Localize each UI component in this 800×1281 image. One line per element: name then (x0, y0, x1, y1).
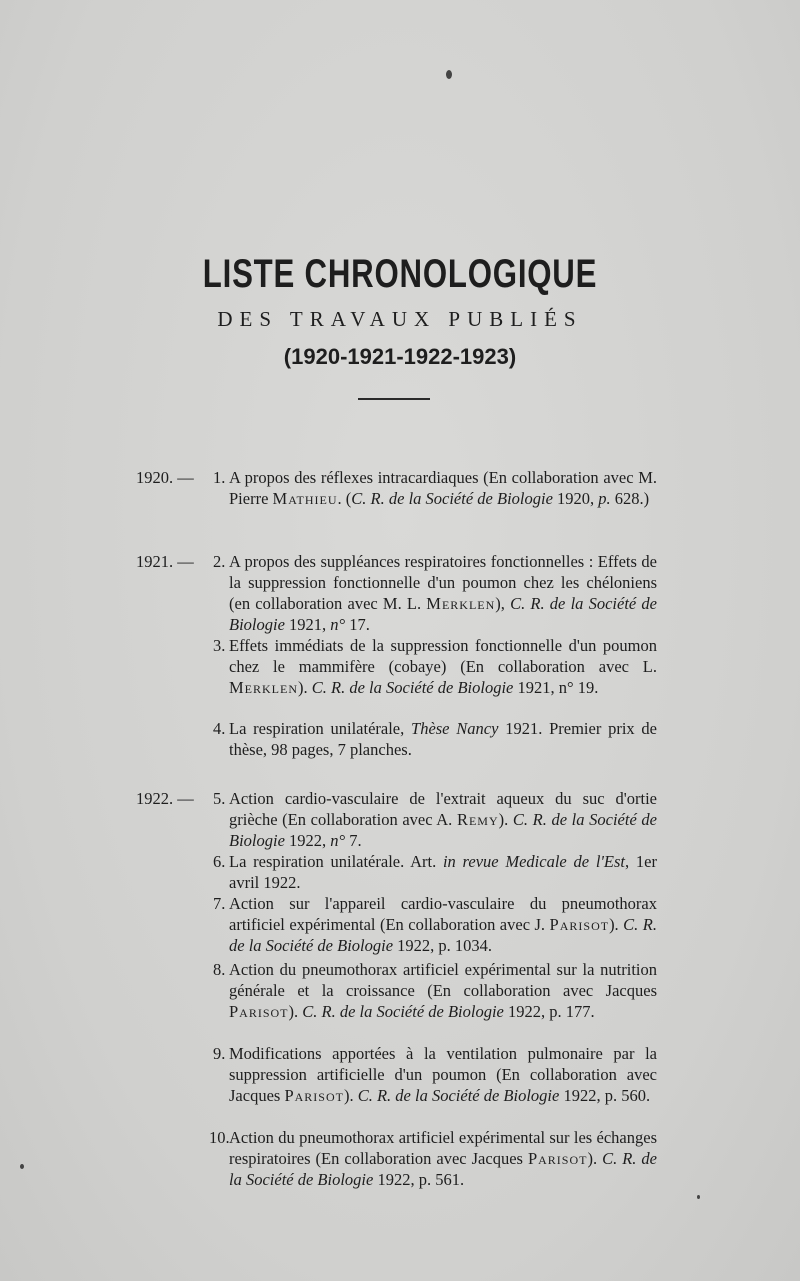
year-range: (1920-1921-1922-1923) (283, 344, 517, 369)
entry-8: 8. Action du pneumothorax artificiel expérimental sur la nutrition générale et la croissance (En collaboration avec Jacques Parisot). C. R. de la Société de Biologie 1922, p. 177. (213, 960, 657, 1021)
entry-5: 5. Action cardio-vasculaire de l'extrait aqueux du suc d'ortie grièche (En collaboration avec A. Remy). C. R. de la Société de Biologie 1922, n° 7. (213, 789, 657, 850)
entry-3: 3. Effets immédiats de la suppression fonctionnelle d'un poumon chez le mammifère (cobaye) (En collaboration avec L. Merklen). C. R. de la Société de Biologie 1921, n° 19. (213, 636, 657, 697)
entry-7: 7. Action sur l'appareil cardio-vasculaire du pneumothorax artificiel expérimental (En collaboration avec J. Parisot). C. R. de la Société de Biologie 1922, p. 1034. (213, 894, 657, 955)
entry-6: 6. La respiration unilatérale. Art. in revue Medicale de l'Est, 1er avril 1922. (213, 852, 657, 892)
entry-4: 4. La respiration unilatérale, Thèse Nancy 1921. Premier prix de thèse, 98 pages, 7 planches. (213, 719, 658, 759)
page-subtitle: DES TRAVAUX PUBLIÉS (217, 307, 583, 331)
year-label-1920: 1920. — (136, 468, 194, 487)
ink-speck (446, 70, 452, 79)
ink-speck (20, 1164, 24, 1169)
page-title: LISTE CHRONOLOGIQUE (202, 252, 598, 296)
entry-1: 1. A propos des réflexes intracardiaques (En collaboration avec M. Pierre Mathieu. (C. R. de la Société de Biologie 1920, p. 628.) (213, 468, 657, 508)
entry-10: 10. Action du pneumothorax artificiel expérimental sur les échanges respiratoires (En collaboration avec Jacques Parisot). C. R. de la Société de Biologie 1922, p. 561. (209, 1128, 657, 1189)
year-label-1921: 1921. — (136, 552, 194, 571)
entry-2: 2. A propos des suppléances respiratoires fonctionnelles : Effets de la suppression fonctionnelle d'un poumon chez les chéloniens (en collaboration avec M. L. Merklen), C. R. de la Société de Biologie 1921, n° 17. (213, 552, 657, 634)
ink-speck (697, 1195, 700, 1199)
divider-rule (358, 398, 430, 400)
year-label-1922: 1922. — (136, 789, 194, 808)
entry-9: 9. Modifications apportées à la ventilation pulmonaire par la suppression artificielle d'un poumon (En collaboration avec Jacques Parisot). C. R. de la Société de Biologie 1922, p. 560. (213, 1044, 657, 1105)
